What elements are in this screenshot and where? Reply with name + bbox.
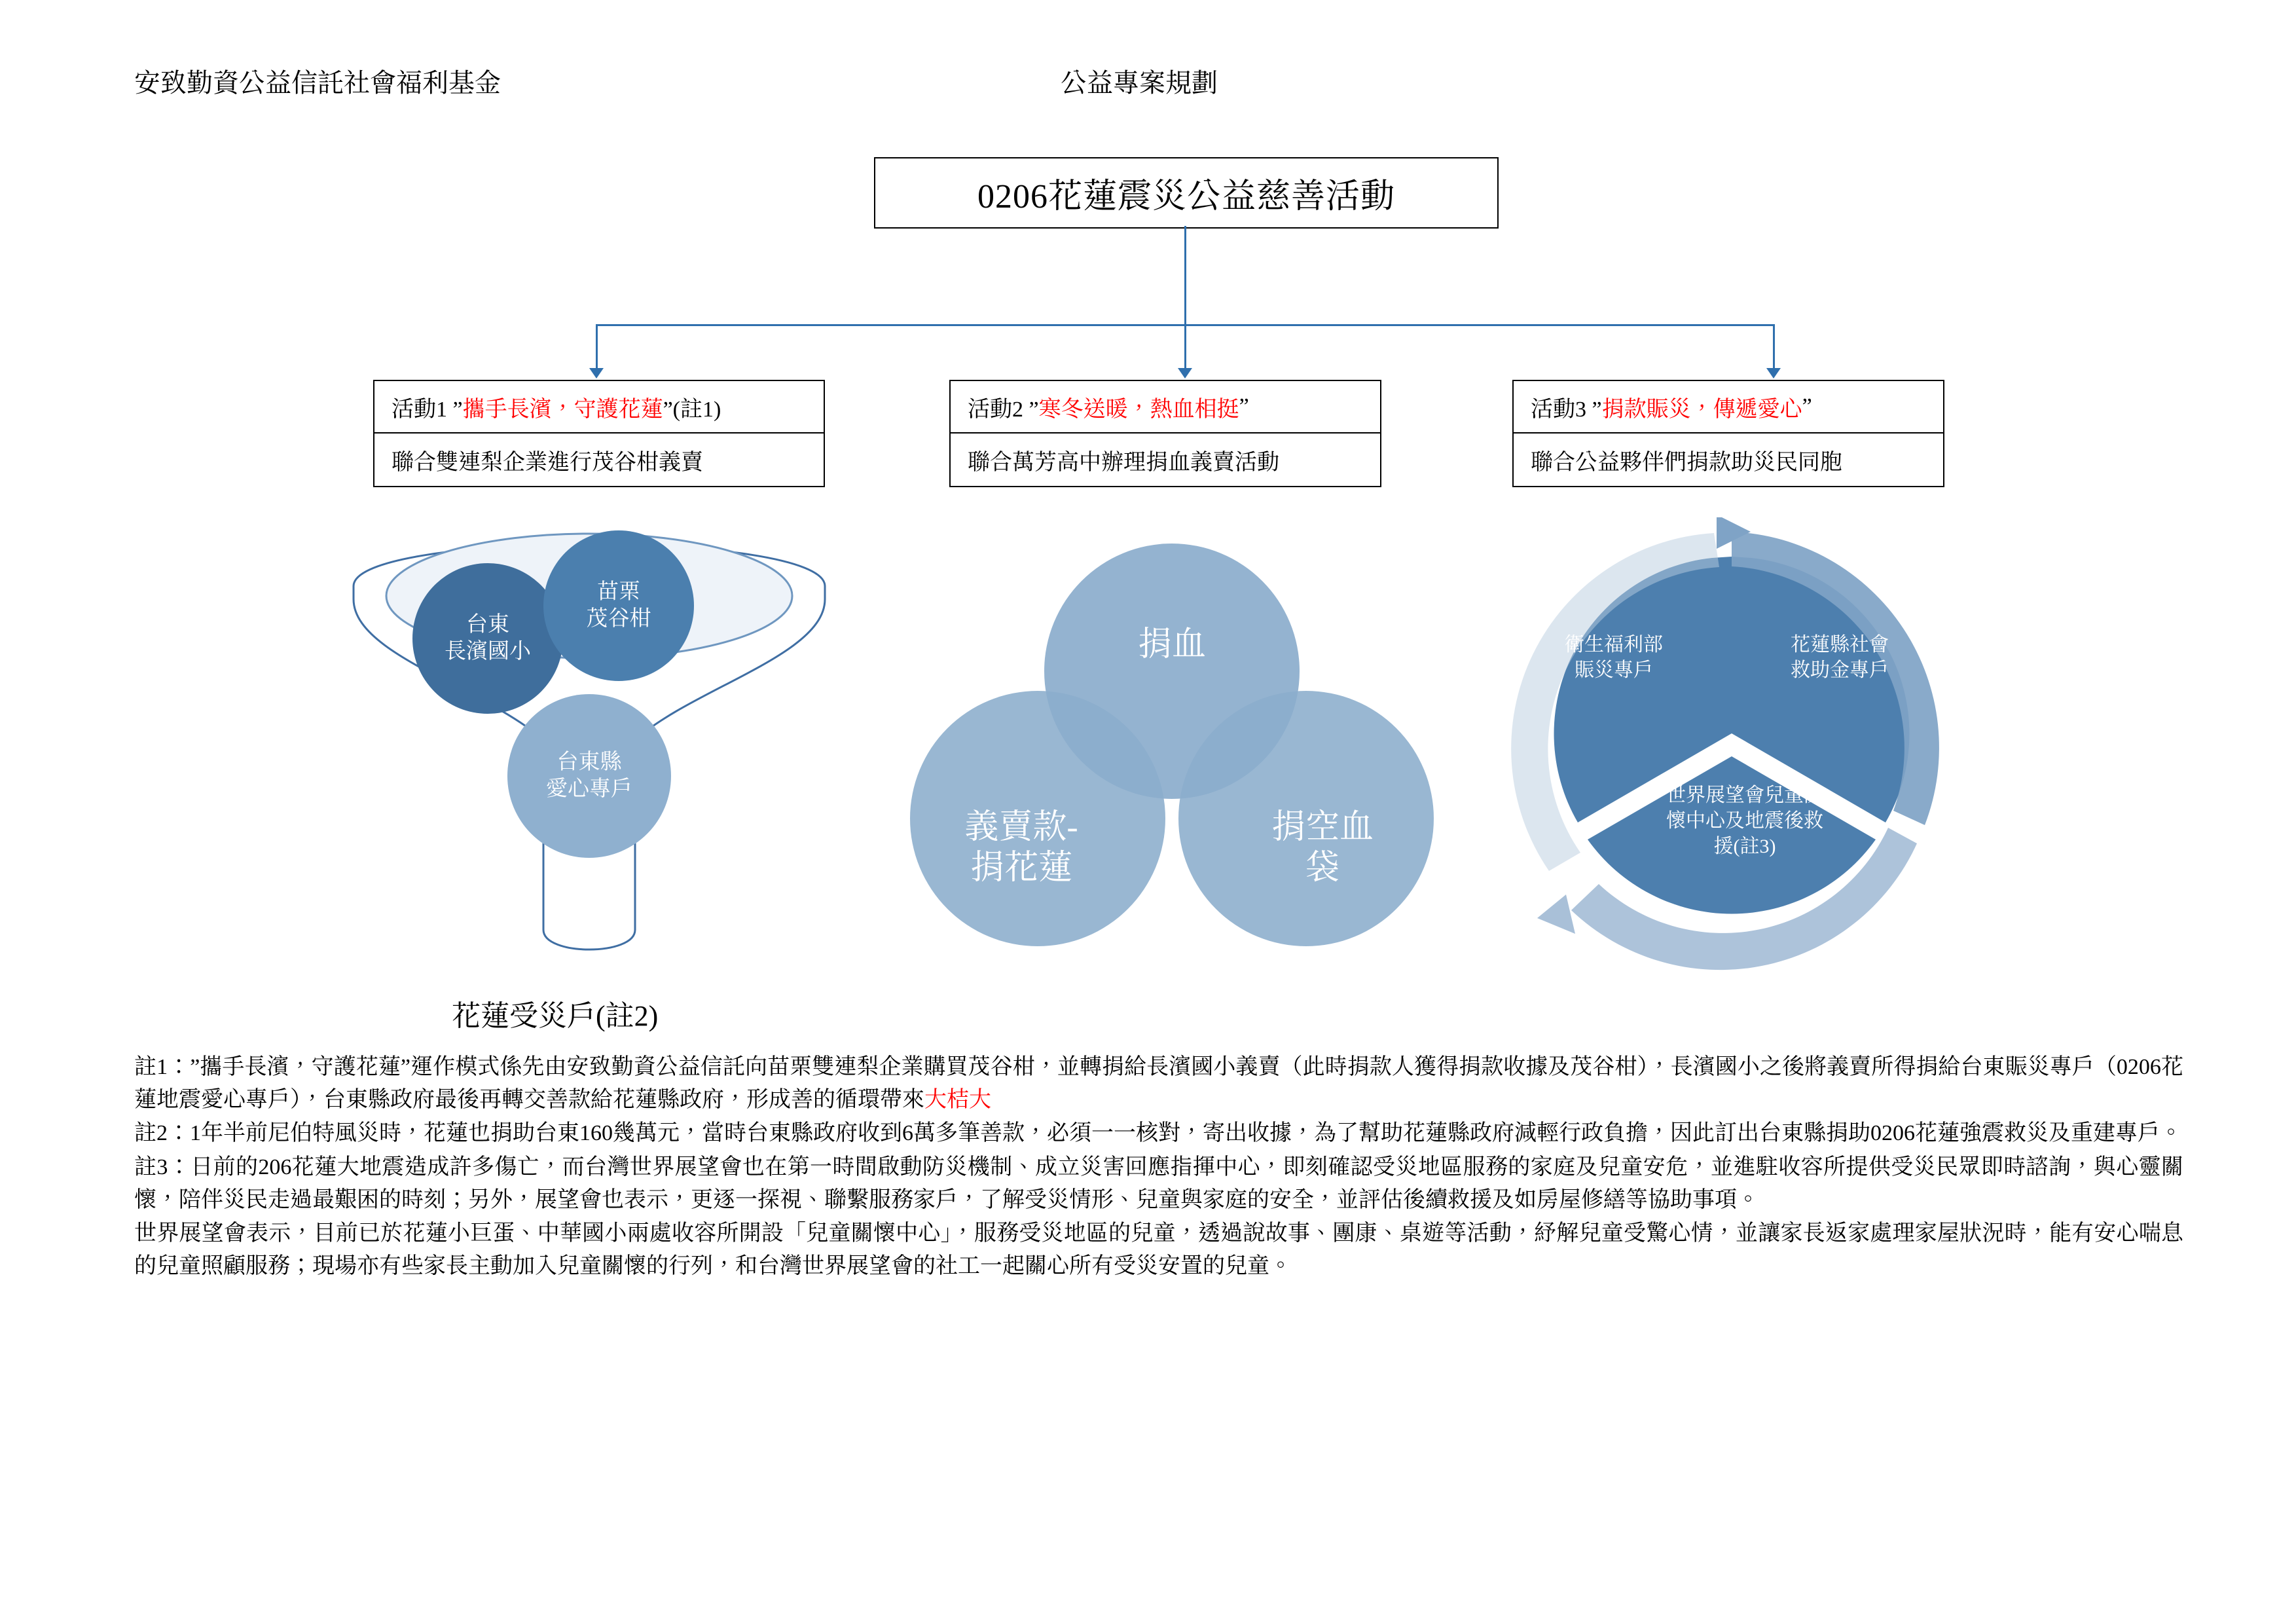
activity-3-label-suffix: ” xyxy=(1802,394,1812,418)
activity-2-label-prefix: 活動2 ” xyxy=(968,397,1039,422)
activity-box-1 xyxy=(373,380,825,487)
figure-activity-3 xyxy=(1493,517,1971,976)
activity-1-label-suffix: ”(註1) xyxy=(663,397,721,422)
arrow-icon xyxy=(589,368,604,378)
note-4: 世界展望會表示，目前已於花蓮小巨蛋、中華國小兩處收容所開設「兒童關懷中心」，服務受災地區的兒童，透過說故事、團康、桌遊等活動，紓解兒童受驚心情，並讓家長返家處理家屋狀況時，能有安心喘息的兒童照顧服務；現場亦有些家長主動加入兒童關懷的行列，和台灣世界展望會的社工一起關心所有受災安置的兒童。 xyxy=(134,1221,2183,1278)
connector-branch-3 xyxy=(1773,324,1775,370)
cycle-segment-mohw: 衛生福利部 賑災專戶 xyxy=(1565,634,1663,681)
activity-1-desc: 聯合雙連梨企業進行茂谷柑義賣 xyxy=(373,434,825,487)
cycle-diagram xyxy=(1493,517,1971,976)
venn-right-label: 捐空血 袋 xyxy=(1271,808,1374,887)
cycle-segment-hualien-fund: 花蓮縣社會 救助金專戶 xyxy=(1791,634,1889,681)
activity-2-desc: 聯合萬芳高中辦理捐血義賣活動 xyxy=(949,434,1381,487)
note-2: 註2：1年半前尼伯特風災時，花蓮也捐助台東160幾萬元，當時台東縣政府收到6萬多筆善款，必須一一核對，寄出收據，為了幫助花蓮縣政府減輕行政負擔，因此訂出台東縣捐助0206花蓮強震救災及重建專戶。 xyxy=(134,1121,2182,1146)
venn-left-label: 義賣款- 捐花蓮 xyxy=(964,808,1078,887)
activity-3-label-red: 捐款賑災，傳遞愛心 xyxy=(1601,397,1802,422)
circle-miaoli-orange xyxy=(543,530,694,681)
connector-branch-1 xyxy=(596,324,598,370)
connector-trunk xyxy=(1184,226,1186,324)
notes-section xyxy=(134,1051,2183,1283)
activity-3-label-prefix: 活動3 ” xyxy=(1531,397,1602,422)
venn-top-label: 捐血 xyxy=(1137,625,1206,663)
venn-circle-blood-bag xyxy=(1178,691,1434,946)
activity-1-label-prefix: 活動1 ” xyxy=(392,397,463,422)
activity-2-label-red: 寒冬送暖，熱血相挺 xyxy=(1038,397,1239,422)
figure-activity-2 xyxy=(903,544,1440,950)
note-1-highlight: 大桔大 xyxy=(924,1087,991,1112)
circle-taitung-fund xyxy=(507,694,671,858)
activity-2-label xyxy=(949,380,1381,434)
activity-3-desc: 聯合公益夥伴們捐款助災民同胞 xyxy=(1512,434,1944,487)
header-left: 安致勤資公益信託社會福利基金 xyxy=(134,68,501,98)
activity-3-label xyxy=(1512,380,1944,434)
activity-1-label-red: 攜手長濱，守護花蓮 xyxy=(462,397,663,422)
activity-1-label xyxy=(373,380,825,434)
activity-2-label-suffix: ” xyxy=(1239,394,1249,418)
venn-circle-charity-sale xyxy=(910,691,1165,946)
cycle-segment-world-vision: 世界展望會兒童關 懷中心及地震後救 援(註3) xyxy=(1666,784,1823,857)
arrow-icon xyxy=(1766,368,1781,378)
circle-taitung-school xyxy=(412,563,563,714)
figure-activity-1 xyxy=(327,524,871,1028)
arrow-icon xyxy=(1178,368,1192,378)
activity-box-3 xyxy=(1512,380,1944,487)
note-3: 註3：日前的206花蓮大地震造成許多傷亡，而台灣世界展望會也在第一時間啟動防災機制、成立災害回應指揮中心，即刻確認受災地區服務的家庭及兒童安危，並進駐收容所提供受災民眾即時諮詢，與心靈關懷，陪伴災民走過最艱困的時刻；另外，展望會也表示，更逐一探視、聯繫服務家戶，了解受災情形、兒童與家庭的安全，並評估後續救援及如房屋修繕等協助事項。 xyxy=(134,1154,2183,1212)
note-1 xyxy=(134,1051,2183,1116)
figure-1-caption: 花蓮受災戶(註2) xyxy=(452,1000,659,1032)
header-middle: 公益專案規劃 xyxy=(1061,68,1218,98)
circle-taitung-school-label: 台東 長濱國小 xyxy=(445,612,531,663)
activity-box-2 xyxy=(949,380,1381,487)
note-1-text: 註1：”攜手長濱，守護花蓮”運作模式係先由安致勤資公益信託向苗栗雙連梨企業購買茂谷柑，並轉捐給長濱國小義賣（此時捐款人獲得捐款收據及茂谷柑），長濱國小之後將義賣所得捐給台東賑災專戶（0206花蓮地震愛心專戶），台東縣政府最後再轉交善款給花蓮縣政府，形成善的循環帶來 xyxy=(134,1055,2183,1112)
circle-taitung-fund-label: 台東縣 愛心專戶 xyxy=(546,750,632,801)
connector-branch-2 xyxy=(1184,324,1186,370)
diagram-title: 0206花蓮震災公益慈善活動 xyxy=(874,157,1499,229)
circle-miaoli-orange-label: 苗栗 茂谷柑 xyxy=(586,580,651,631)
